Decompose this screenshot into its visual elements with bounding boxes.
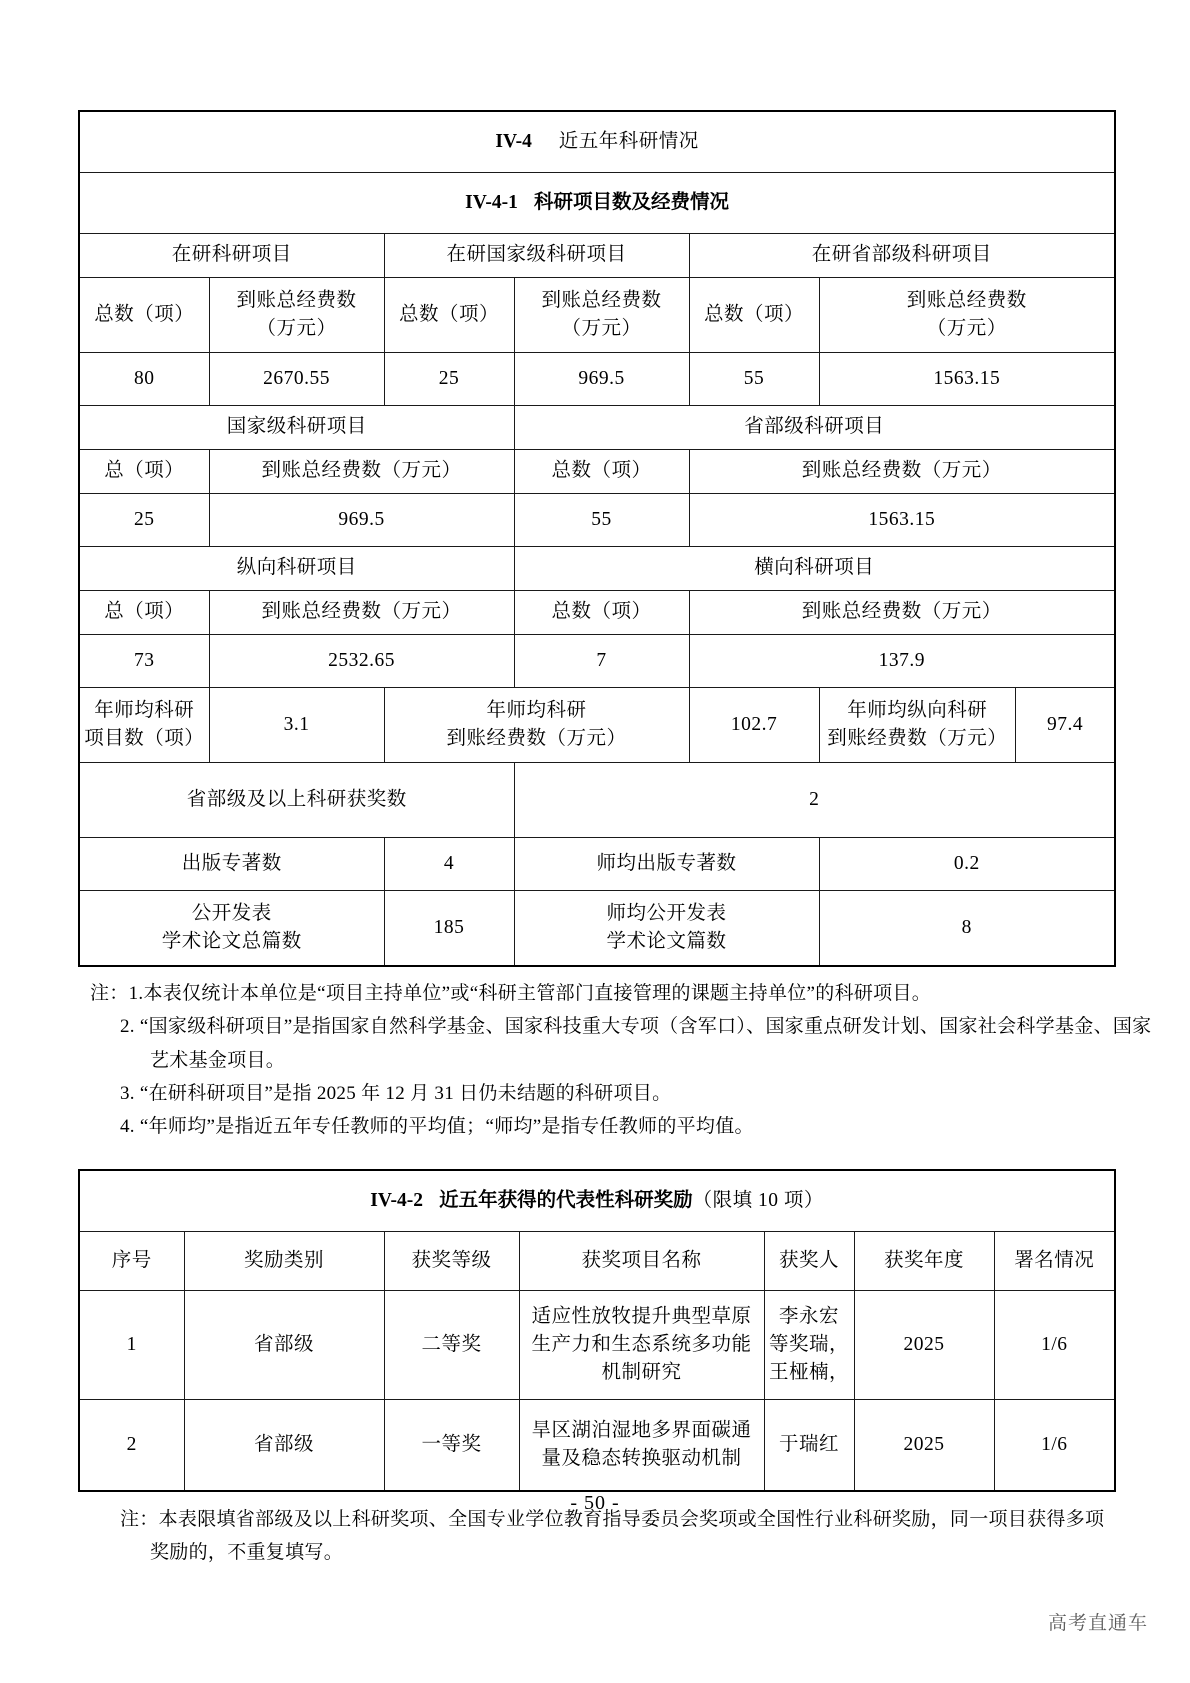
group-header-ongoing-provincial: 在研省部级科研项目 [689, 234, 1115, 278]
papers-per-teacher-label: 师均公开发表 学术论文篇数 [514, 891, 819, 967]
award-year: 2025 [854, 1400, 994, 1492]
page-content [78, 110, 1152, 1569]
group-header-row [79, 234, 1115, 278]
value-provincial-total: 55 [689, 353, 819, 406]
block2-col-funds-provincial: 到账总经费数（万元） [689, 450, 1115, 494]
award-level: 二等奖 [384, 1291, 519, 1400]
block2-header-provincial: 省部级科研项目 [514, 406, 1115, 450]
group-header-ongoing: 在研科研项目 [79, 234, 384, 278]
section-iv42-suffix: （限填 10 项） [692, 1190, 824, 1212]
books-per-teacher-value: 0.2 [819, 838, 1115, 891]
value-ongoing-funds: 2670.55 [209, 353, 384, 406]
value-national-funds: 969.5 [514, 353, 689, 406]
block3-value-total-vertical: 73 [79, 635, 209, 688]
note-2-cont: 艺术基金项目。 [150, 1049, 286, 1071]
avg-funds-value: 102.7 [689, 688, 819, 763]
block2-values-row [79, 494, 1115, 547]
award-people: 于瑞红 [764, 1400, 854, 1492]
block3-value-funds-horizontal: 137.9 [689, 635, 1115, 688]
section-iv4-title-row [79, 111, 1115, 173]
block2-group-header-row [79, 406, 1115, 450]
awards-header-row [79, 1232, 1115, 1291]
papers-per-teacher-value: 8 [819, 891, 1115, 967]
awards-count-label: 省部级及以上科研获奖数 [79, 763, 514, 838]
awards-col-no: 序号 [79, 1232, 184, 1291]
award-level: 一等奖 [384, 1400, 519, 1492]
books-label: 出版专著数 [79, 838, 384, 891]
block2-col-total-provincial: 总数（项） [514, 450, 689, 494]
value-ongoing-total: 80 [79, 353, 209, 406]
section-iv41-text: 科研项目数及经费情况 [533, 191, 729, 213]
page-number: - 50 - [570, 1492, 620, 1514]
section-iv4-text: 近五年科研情况 [558, 130, 699, 152]
awards-col-people: 获奖人 [764, 1232, 854, 1291]
block3-group-header-row [79, 547, 1115, 591]
block3-col-total-horizontal: 总数（项） [514, 591, 689, 635]
award-category: 省部级 [184, 1400, 384, 1492]
block3-header-vertical: 纵向科研项目 [79, 547, 514, 591]
block2-value-funds-provincial: 1563.15 [689, 494, 1115, 547]
block3-values-row [79, 635, 1115, 688]
col-header-total-1: 总数（项） [79, 278, 209, 353]
block2-header-national: 国家级科研项目 [79, 406, 514, 450]
watermark: 高考直通车 [1047, 1613, 1148, 1634]
avg-funds-label: 年师均科研 到账经费数（万元） [384, 688, 689, 763]
avg-vertical-funds-label: 年师均纵向科研 到账经费数（万元） 97.4 [819, 688, 1115, 763]
table-row [79, 1291, 1115, 1400]
table-row [79, 1400, 1115, 1492]
awards-col-project: 获奖项目名称 [519, 1232, 764, 1291]
block3-col-funds-horizontal: 到账总经费数（万元） [689, 591, 1115, 635]
col-header-funds-1: 到账总经费数 （万元） [209, 278, 384, 353]
block2-value-total-provincial: 55 [514, 494, 689, 547]
award-year: 2025 [854, 1291, 994, 1400]
papers-value: 185 [384, 891, 514, 967]
block3-col-total-vertical: 总（项） [79, 591, 209, 635]
papers-row [79, 891, 1115, 967]
note-2: 2. “国家级科研项目”是指国家自然科学基金、国家科技重大专项（含军口）、国家重点研发计划、国家社会科学基金、国家 [120, 1016, 1152, 1038]
block2-column-header-row [79, 450, 1115, 494]
value-provincial-funds: 1563.15 [819, 353, 1115, 406]
note-1: 注：1.本表仅统计本单位是“项目主持单位”或“科研主管部门直接管理的课题主持单位”的科研项目。 [90, 983, 932, 1004]
block3-column-header-row [79, 591, 1115, 635]
block3-header-horizontal: 横向科研项目 [514, 547, 1115, 591]
block2-value-funds-national: 969.5 [209, 494, 514, 547]
section1-notes [78, 977, 1152, 1143]
awards-col-level: 获奖等级 [384, 1232, 519, 1291]
per-teacher-average-row [79, 688, 1115, 763]
column-header-row [79, 278, 1115, 353]
award-signature: 1/6 [994, 1291, 1115, 1400]
award-project: 适应性放牧提升典型草原 生产力和生态系统多功能 机制研究 [519, 1291, 764, 1400]
section-iv42-title-row [79, 1170, 1115, 1232]
value-national-total: 25 [384, 353, 514, 406]
avg-vertical-funds-value: 97.4 [1047, 713, 1084, 735]
awards-col-category: 奖励类别 [184, 1232, 384, 1291]
books-row [79, 838, 1115, 891]
block3-value-total-horizontal: 7 [514, 635, 689, 688]
award-signature: 1/6 [994, 1400, 1115, 1492]
awards-note-line1: 注：本表限填省部级及以上科研奖项、全国专业学位教育指导委员会奖项或全国性行业科研奖励，同一项目获得多项 [120, 1509, 1105, 1531]
block2-value-total-national: 25 [79, 494, 209, 547]
award-no: 2 [79, 1400, 184, 1492]
awards-note-line2: 奖励的，不重复填写。 [150, 1541, 344, 1563]
col-header-funds-3: 到账总经费数 （万元） [819, 278, 1115, 353]
books-per-teacher-label: 师均出版专著数 [514, 838, 819, 891]
col-header-funds-2: 到账总经费数 （万元） [514, 278, 689, 353]
research-awards-table [78, 1169, 1116, 1492]
note-4: 4. “年师均”是指近五年专任教师的平均值；“师均”是指专任教师的平均值。 [120, 1116, 754, 1137]
awards-count-value: 2 [514, 763, 1115, 838]
col-header-total-3: 总数（项） [689, 278, 819, 353]
section-gap [78, 1143, 1114, 1169]
awards-count-row [79, 763, 1115, 838]
research-statistics-table [78, 110, 1116, 967]
avg-projects-label: 年师均科研 项目数（项） [79, 688, 209, 763]
award-no: 1 [79, 1291, 184, 1400]
papers-label: 公开发表 学术论文总篇数 [79, 891, 384, 967]
award-people: 李永宏 等奖瑞， 王桠楠， [764, 1291, 854, 1400]
block2-col-funds-national: 到账总经费数（万元） [209, 450, 514, 494]
group-header-ongoing-national: 在研国家级科研项目 [384, 234, 689, 278]
block2-col-total-national: 总（项） [79, 450, 209, 494]
awards-col-signature: 署名情况 [994, 1232, 1115, 1291]
award-project: 旱区湖泊湿地多界面碳通 量及稳态转换驱动机制 [519, 1400, 764, 1492]
award-category: 省部级 [184, 1291, 384, 1400]
section-iv4-label: IV-4 [495, 130, 532, 152]
block3-col-funds-vertical: 到账总经费数（万元） [209, 591, 514, 635]
awards-col-year: 获奖年度 [854, 1232, 994, 1291]
section-iv41-title-row [79, 173, 1115, 234]
section-iv42-text: 近五年获得的代表性科研奖励 [439, 1190, 693, 1212]
block3-value-funds-vertical: 2532.65 [209, 635, 514, 688]
books-value: 4 [384, 838, 514, 891]
section-iv42-label: IV-4-2 [370, 1190, 423, 1212]
avg-projects-value: 3.1 [209, 688, 384, 763]
note-3: 3. “在研科研项目”是指 2025 年 12 月 31 日仍未结题的科研项目。 [120, 1082, 672, 1104]
section-iv41-label: IV-4-1 [465, 191, 518, 213]
col-header-total-2: 总数（项） [384, 278, 514, 353]
values-row-ongoing [79, 353, 1115, 406]
